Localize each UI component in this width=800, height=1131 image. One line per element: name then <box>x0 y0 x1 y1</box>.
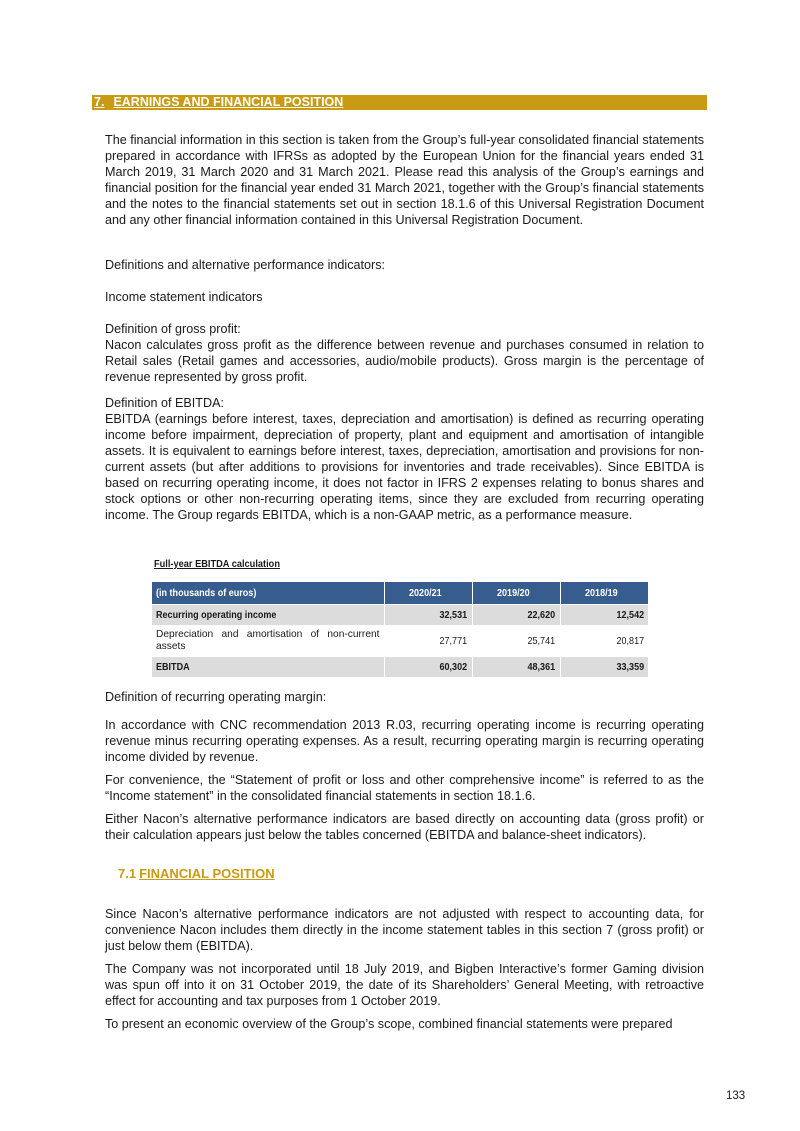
ebitda-text: EBITDA (earnings before interest, taxes, depreciation and amortisation) is defined as recurring operating income before impairment, depreciation of property, plant and equipment and amortisation of intangible assets. It is equivalent to earnings before interest, taxes, depreciation, amortisation and provisions for non-current assets (but after additions to provisions for inventories and trade receivables). Since EBITDA is based on recurring operating income, it does not factor in IFRS 2 expenses relating to bonus shares and stock options or other non-recurring operating items, since they are excluded from recurring operating income. The Group regards EBITDA, which is a non-GAAP metric, as a performance measure. <box>105 412 704 522</box>
table-row <box>152 657 648 678</box>
row-value: 27,771 <box>384 626 472 657</box>
subsection-heading <box>118 866 275 881</box>
rom-text: In accordance with CNC recommendation 2013 R.03, recurring operating income is recurring operating revenue minus recurring operating expenses. As a result, recurring operating margin is recurring operating income divided by revenue. <box>105 718 704 764</box>
ebitda-table-title: Full-year EBITDA calculation <box>154 558 280 570</box>
header-year-2018-19: 2018/19 <box>560 582 648 605</box>
definitions-heading: Definitions and alternative performance indicators: <box>105 258 386 272</box>
fp-paragraph-1: Since Nacon’s alternative performance indicators are not adjusted with respect to accounting data, for convenience Nacon includes them directly in the income statement tables in this section 7 (gross profit) or just below them (EBITDA). <box>105 907 704 953</box>
either-block <box>105 811 704 843</box>
intro-paragraph-block <box>105 132 704 228</box>
ebitda-heading: Definition of EBITDA: <box>105 396 224 410</box>
either-text: Either Nacon’s alternative performance indicators are based directly on accounting data (gross profit) or their calculation appears just below the tables concerned (EBITDA and balance-sheet indicators). <box>105 812 704 842</box>
row-value: 33,359 <box>560 657 648 678</box>
intro-paragraph: The financial information in this section is taken from the Group’s full-year consolidated financial statements prepared in accordance with IFRSs as adopted by the European Union for the financial years ended 31 March 2019, 31 March 2020 and 31 March 2021. Please read this analysis of the Group’s earnings and financial position for the financial year ended 31 March 2021, together with the Group’s financial statements and the notes to the financial statements set out in section 18.1.6 of this Universal Registration Document and any other financial information contained in this Universal Registration Document. <box>105 133 704 227</box>
row-value: 20,817 <box>560 626 648 657</box>
fp-paragraph-1-block <box>105 906 704 954</box>
fp-paragraph-3-block <box>105 1016 704 1032</box>
section-title: EARNINGS AND FINANCIAL POSITION <box>113 95 344 109</box>
table-row <box>152 605 648 626</box>
row-label: EBITDA <box>152 657 384 678</box>
ebitda-definition-block <box>105 395 704 523</box>
income-indicators-block <box>105 289 704 305</box>
ebitda-table <box>152 582 648 677</box>
gross-profit-text: Nacon calculates gross profit as the difference between revenue and purchases consumed in relation to Retail sales (Retail games and accessories, audio/mobile products). Gross margin is the percentage of revenue represented by gross profit. <box>105 338 704 384</box>
header-year-2019-20: 2019/20 <box>472 582 560 605</box>
header-year-2020-21: 2020/21 <box>384 582 472 605</box>
table-header-row <box>152 582 648 605</box>
row-value: 12,542 <box>560 605 648 626</box>
subsection-title: FINANCIAL POSITION <box>139 866 275 881</box>
row-label: Recurring operating income <box>152 605 384 626</box>
header-label-cell: (in thousands of euros) <box>152 582 384 605</box>
section-heading-bar <box>92 95 707 110</box>
row-value: 32,531 <box>384 605 472 626</box>
table-row <box>152 626 648 657</box>
gross-profit-block <box>105 321 704 385</box>
row-label: Depreciation and amortisation of non-current assets <box>152 626 384 657</box>
fp-paragraph-3: To present an economic overview of the Group’s scope, combined financial statements were prepared <box>105 1017 673 1031</box>
rom-text-block <box>105 717 704 765</box>
ebitda-table-section <box>152 558 648 677</box>
rom-heading: Definition of recurring operating margin: <box>105 690 327 704</box>
income-indicators-heading: Income statement indicators <box>105 290 263 304</box>
row-value: 60,302 <box>384 657 472 678</box>
section-number: 7. <box>94 95 105 109</box>
fp-paragraph-2-block <box>105 961 704 1009</box>
subsection-number: 7.1 <box>118 866 137 881</box>
row-value: 48,361 <box>472 657 560 678</box>
page-number: 133 <box>726 1090 746 1102</box>
fp-paragraph-2: The Company was not incorporated until 18 July 2019, and Bigben Interactive’s former Gaming division was spun off into it on 31 October 2019, the date of its Shareholders’ General Meeting, with retroactive effect for accounting and tax purposes from 1 October 2019. <box>105 962 704 1008</box>
convenience-block <box>105 772 704 804</box>
rom-heading-block <box>105 689 704 705</box>
row-value: 22,620 <box>472 605 560 626</box>
definitions-block <box>105 257 704 273</box>
gross-profit-heading: Definition of gross profit: <box>105 322 241 336</box>
convenience-text: For convenience, the “Statement of profit or loss and other comprehensive income” is referred to as the “Income statement” in the consolidated financial statements in section 18.1.6. <box>105 773 704 803</box>
row-value: 25,741 <box>472 626 560 657</box>
